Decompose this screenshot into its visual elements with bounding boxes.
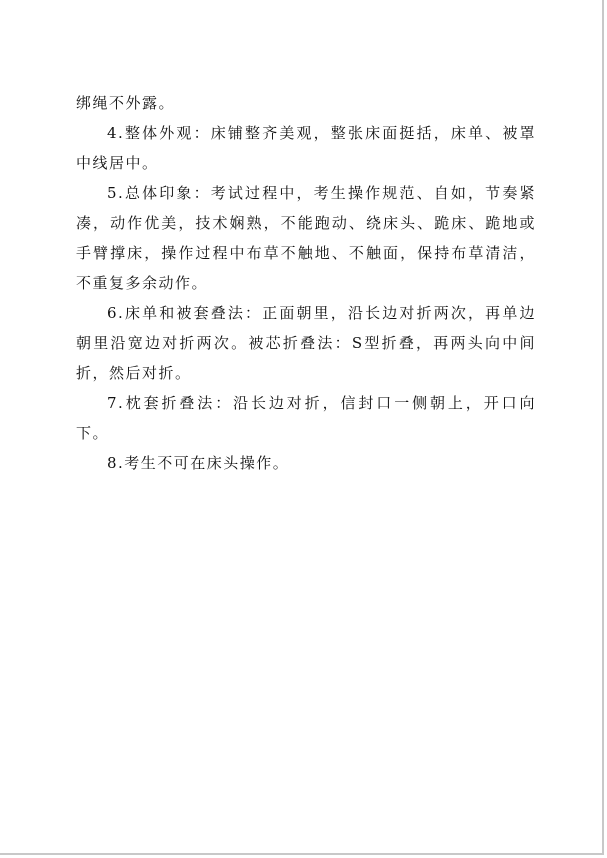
document-body [76,88,536,478]
paragraph-continuation: 绑绳不外露。 [76,94,176,112]
paragraph-item-4: 4.整体外观：床铺整齐美观，整张床面挺括，床单、被罩中线居中。 [76,124,536,172]
paragraph-item-5: 5.总体印象：考试过程中，考生操作规范、自如，节奏紧凑，动作优美，技术娴熟，不能跑动、绕床头、跪床、跪地或手臂撑床，操作过程中布草不触地、不触面，保持布草清洁，不重复多余动作。 [76,184,536,292]
paragraph-item-6: 6.床单和被套叠法：正面朝里，沿长边对折两次，再单边朝里沿宽边对折两次。被芯折叠法：S型折叠，再两头向中间折，然后对折。 [76,304,536,382]
paragraph-item-8: 8.考生不可在床头操作。 [107,454,290,472]
paragraph-item-7: 7.枕套折叠法：沿长边对折，信封口一侧朝上，开口向下。 [76,394,536,442]
